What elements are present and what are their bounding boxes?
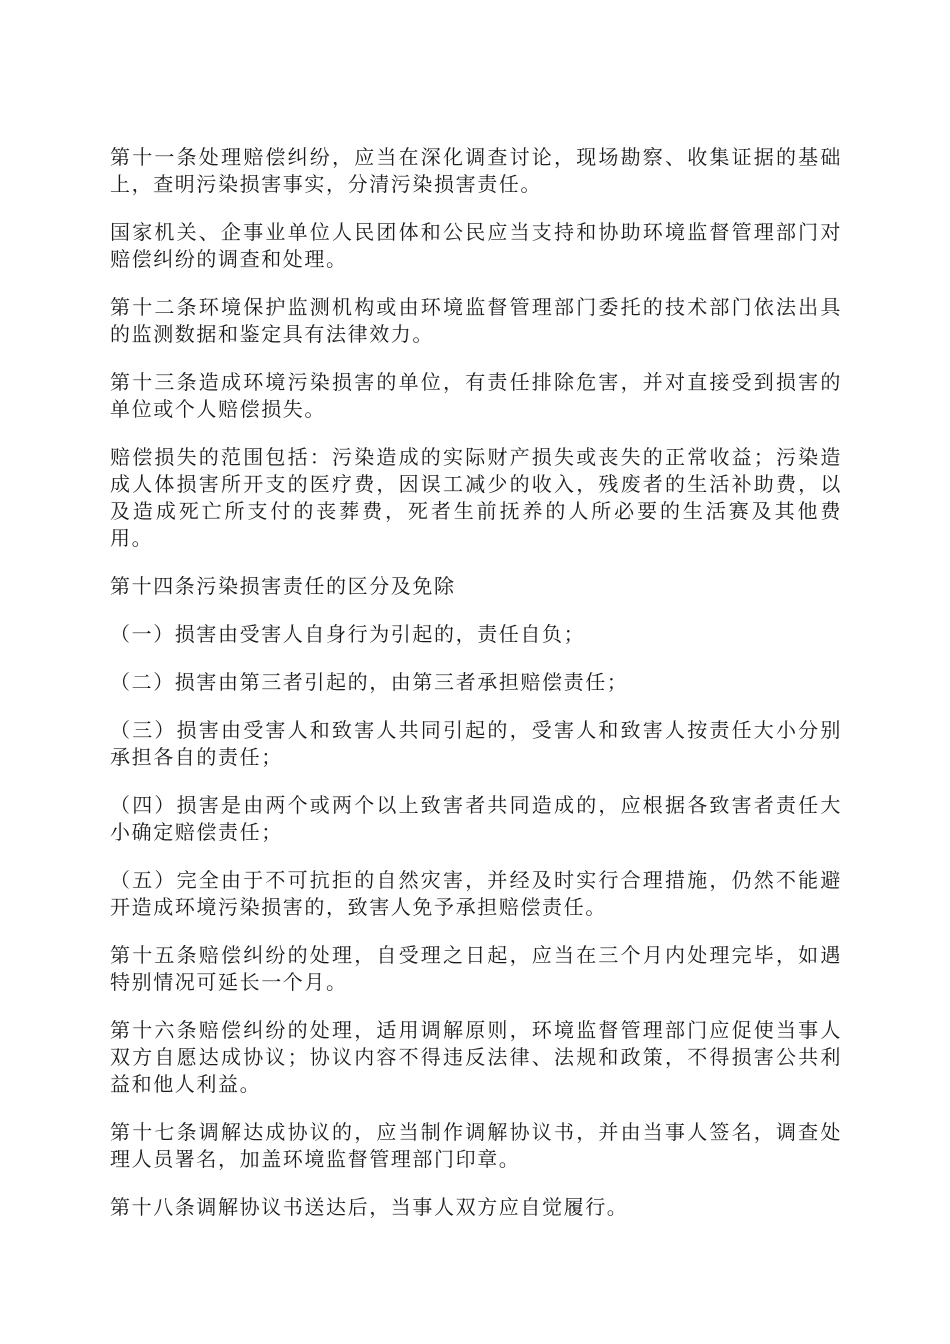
paragraph-item-1: （一）损害由受害人自身行为引起的，责任自负； [110, 622, 586, 646]
paragraph-article-14: 第十四条污染损害责任的区分及免除 [110, 574, 456, 598]
paragraph-support-assist: 国家机关、企事业单位人民团体和公民应当支持和协助环境监督管理部门对赔偿纠纷的调查和处理。 [110, 220, 842, 271]
paragraph-article-15: 第十五条赔偿纠纷的处理，自受理之日起，应当在三个月内处理完毕，如遇特别情况可延长一个月。 [110, 943, 842, 994]
paragraph-item-3: （三）损害由受害人和致害人共同引起的，受害人和致害人按责任大小分别承担各自的责任； [110, 718, 842, 769]
document-body [110, 144, 842, 1242]
paragraph-article-18: 第十八条调解协议书送达后，当事人双方应自觉履行。 [110, 1195, 629, 1219]
paragraph-article-11: 第十一条处理赔偿纠纷，应当在深化调查讨论，现场勘察、收集证据的基础上，查明污染损害事实，分清污染损害责任。 [110, 145, 842, 196]
paragraph-article-17: 第十七条调解达成协议的，应当制作调解协议书，并由当事人签名，调查处理人员署名，加盖环境监督管理部门印章。 [110, 1120, 842, 1171]
paragraph-article-13: 第十三条造成环境污染损害的单位，有责任排除危害，并对直接受到损害的单位或个人赔偿损失。 [110, 370, 842, 421]
paragraph-article-12: 第十二条环境保护监测机构或由环境监督管理部门委托的技术部门依法出具的监测数据和鉴定具有法律效力。 [110, 295, 842, 346]
paragraph-compensation-scope: 赔偿损失的范围包括：污染造成的实际财产损失或丧失的正常收益；污染造成人体损害所开支的医疗费，因误工减少的收入，残废者的生活补助费，以及造成死亡所支付的丧葬费，死者生前抚养的人所必要的生活赛及其他费用。 [110, 445, 842, 550]
paragraph-item-4: （四）损害是由两个或两个以上致害者共同造成的，应根据各致害者责任大小确定赔偿责任； [110, 793, 842, 844]
paragraph-item-2: （二）损害由第三者引起的，由第三者承担赔偿责任； [110, 670, 629, 694]
paragraph-item-5: （五）完全由于不可抗拒的自然灾害，并经及时实行合理措施，仍然不能避开造成环境污染损害的，致害人免予承担赔偿责任。 [110, 868, 842, 919]
paragraph-article-16: 第十六条赔偿纠纷的处理，适用调解原则，环境监督管理部门应促使当事人双方自愿达成协议；协议内容不得违反法律、法规和政策，不得损害公共利益和他人利益。 [110, 1018, 842, 1096]
